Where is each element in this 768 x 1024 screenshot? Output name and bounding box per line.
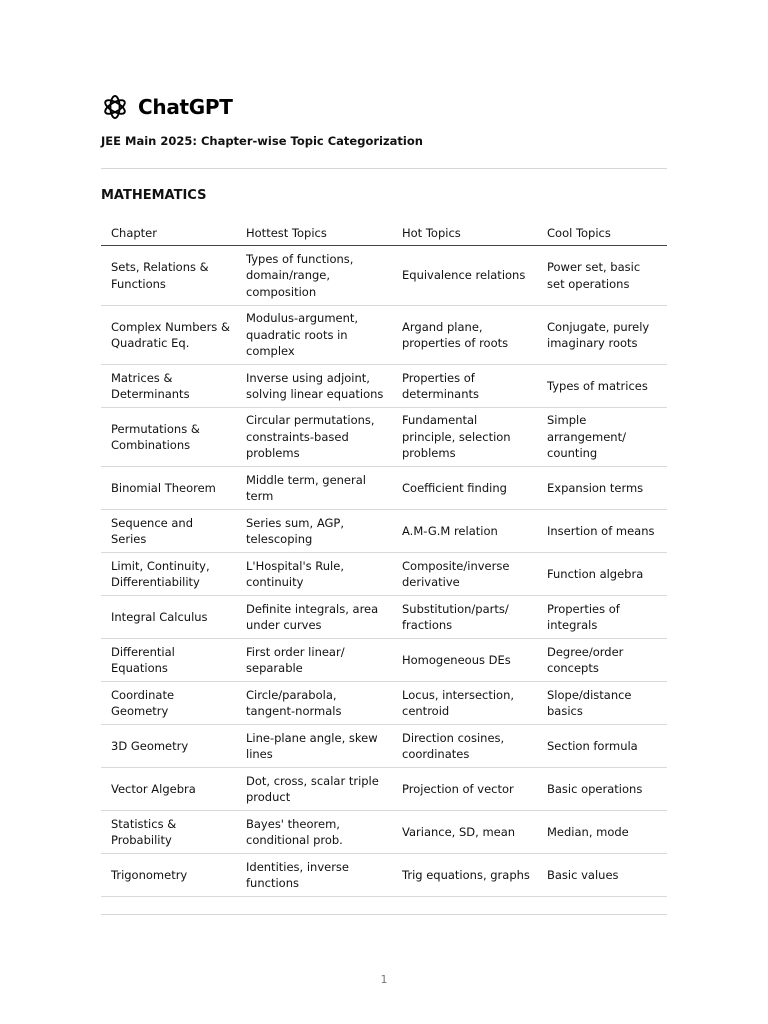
table-cell: Definite integrals, area under curves [236, 596, 392, 639]
table-row [101, 553, 667, 596]
table-cell: Composite/inverse derivative [392, 553, 537, 596]
table-cell: Types of functions, domain/range, composition [236, 246, 392, 306]
table-cell: Equivalence relations [392, 246, 537, 306]
table-cell: Insertion of means [537, 510, 667, 553]
table-cell: Circle/parabola, tangent-normals [236, 682, 392, 725]
table-row [101, 246, 667, 306]
table-cell: Coordinate Geometry [101, 682, 236, 725]
table-cell: Integral Calculus [101, 596, 236, 639]
table-cell: Variance, SD, mean [392, 811, 537, 854]
table-cell: Middle term, general term [236, 467, 392, 510]
table-cell: Permutations & Combinations [101, 408, 236, 467]
table-cell: Degree/order concepts [537, 639, 667, 682]
table-cell: Sets, Relations & Functions [101, 246, 236, 306]
table-cell: Vector Algebra [101, 768, 236, 811]
table-cell: Bayes' theorem, conditional prob. [236, 811, 392, 854]
table-row [101, 365, 667, 408]
table-cell: Series sum, AGP, telescoping [236, 510, 392, 553]
table-cell: Projection of vector [392, 768, 537, 811]
table-cell: Identities, inverse functions [236, 854, 392, 897]
table-cell: Trig equations, graphs [392, 854, 537, 897]
table-cell: Power set, basic set operations [537, 246, 667, 306]
table-cell: Statistics & Probability [101, 811, 236, 854]
table-cell: Types of matrices [537, 365, 667, 408]
table-cell: Direction cosines, coordinates [392, 725, 537, 768]
table-cell: Basic values [537, 854, 667, 897]
table-cell: Section formula [537, 725, 667, 768]
column-header: Hottest Topics [236, 219, 392, 246]
table-cell: Differential Equations [101, 639, 236, 682]
table-cell: Coefficient finding [392, 467, 537, 510]
table-cell: Properties of integrals [537, 596, 667, 639]
table-row [101, 467, 667, 510]
table-cell: Slope/distance basics [537, 682, 667, 725]
table-cell: Inverse using adjoint, solving linear equations [236, 365, 392, 408]
table-row [101, 768, 667, 811]
table-cell: Simple arrangement/ counting [537, 408, 667, 467]
section-title: MATHEMATICS [101, 188, 207, 203]
table-cell: Binomial Theorem [101, 467, 236, 510]
table-cell: L'Hospital's Rule, continuity [236, 553, 392, 596]
column-header: Cool Topics [537, 219, 667, 246]
table-row [101, 306, 667, 365]
table-cell: Substitution/parts/ fractions [392, 596, 537, 639]
table-cell: Locus, intersection, centroid [392, 682, 537, 725]
table-cell: Line-plane angle, skew lines [236, 725, 392, 768]
column-header: Hot Topics [392, 219, 537, 246]
table-cell: Fundamental principle, selection problems [392, 408, 537, 467]
table-cell: Matrices & Determinants [101, 365, 236, 408]
openai-logo-icon [101, 93, 129, 121]
table-cell: Basic operations [537, 768, 667, 811]
table-row [101, 811, 667, 854]
table-cell: 3D Geometry [101, 725, 236, 768]
table-cell: Conjugate, purely imaginary roots [537, 306, 667, 365]
page-number: 1 [380, 973, 388, 986]
table-row [101, 725, 667, 768]
table-cell: Function algebra [537, 553, 667, 596]
table-cell: Circular permutations, constraints-based problems [236, 408, 392, 467]
document-title: JEE Main 2025: Chapter-wise Topic Categorization [101, 134, 423, 148]
brand-name: ChatGPT [138, 95, 233, 119]
table-cell: A.M-G.M relation [392, 510, 537, 553]
table-cell: Dot, cross, scalar triple product [236, 768, 392, 811]
table-cell: Sequence and Series [101, 510, 236, 553]
table-row [101, 408, 667, 467]
table-cell: Limit, Continuity, Differentiability [101, 553, 236, 596]
table-cell: Modulus-argument, quadratic roots in complex [236, 306, 392, 365]
divider [101, 168, 667, 169]
table-row [101, 639, 667, 682]
column-header: Chapter [101, 219, 236, 246]
table-header-row [101, 219, 667, 246]
table-row [101, 682, 667, 725]
table-row [101, 510, 667, 553]
table-cell: Properties of determinants [392, 365, 537, 408]
table-cell: Homogeneous DEs [392, 639, 537, 682]
table-cell: Complex Numbers & Quadratic Eq. [101, 306, 236, 365]
brand-logo [101, 93, 233, 121]
table-cell: Expansion terms [537, 467, 667, 510]
table-body [101, 246, 667, 897]
table-row [101, 596, 667, 639]
table-cell: Median, mode [537, 811, 667, 854]
topics-table [101, 219, 667, 897]
divider [101, 914, 667, 915]
table-cell: First order linear/ separable [236, 639, 392, 682]
table-cell: Argand plane, properties of roots [392, 306, 537, 365]
table-cell: Trigonometry [101, 854, 236, 897]
table-row [101, 854, 667, 897]
